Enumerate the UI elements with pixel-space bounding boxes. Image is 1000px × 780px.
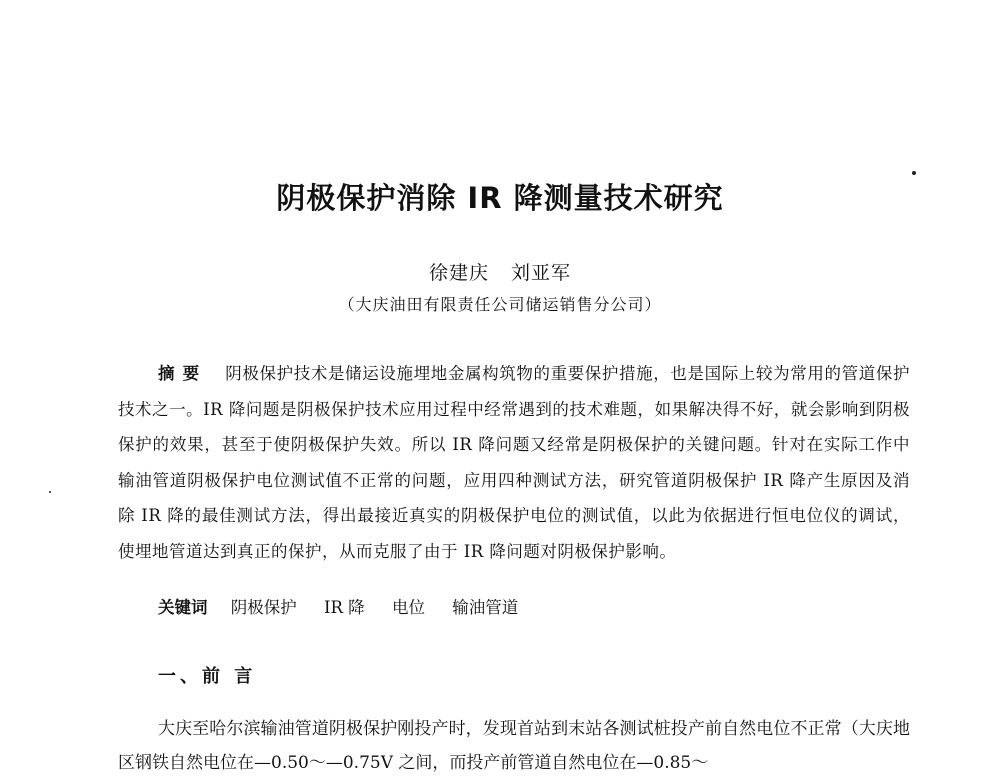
section-heading: 一、前 言 — [158, 666, 257, 687]
keyword: 输油管道 — [452, 598, 519, 617]
keyword: 电位 — [391, 598, 425, 617]
body-paragraph: 大庆至哈尔滨输油管道阴极保护刚投产时，发现首站到末站各测试桩投产前自然电位不正常（大庆地区钢铁自然电位在—0.50～—0.75V 之间，而投产前管道自然电位在—0.85～ — [118, 719, 910, 773]
keywords — [158, 594, 540, 618]
keywords-label: 关键词 — [158, 598, 208, 617]
abstract-text: 阴极保护技术是储运设施埋地金属构筑物的重要保护措施，也是国际上较为常用的管道保护技术之一。IR 降问题是阴极保护技术应用过程中经常遇到的技术难题，如果解决得不好，就会影响到阴极保护的效果，甚至于使阴极保护失效。所以 IR 降问题又经常是阴极保护的关键问题。针对在实际工作中输油管道阴极保护电位测试值不正常的问题，应用四种测试方法，研究管道阴极保护 IR 降产生原因及消除 IR 降的最佳测试方法，得出最接近真实的阴极保护电位的测试值，以此为依据进行恒电位仪的调试，使埋地管道达到真正的保护，从而克服了由于 IR 降问题对阴极保护影响。 — [118, 364, 911, 561]
abstract — [118, 356, 910, 569]
author-line — [0, 258, 1000, 285]
scan-speck — [49, 491, 51, 493]
author-name: 徐建庆 — [428, 262, 489, 284]
scan-speck — [912, 171, 916, 175]
affiliation: （大庆油田有限责任公司储运销售分公司） — [338, 295, 662, 314]
abstract-label: 摘要 — [158, 364, 208, 383]
paper-title: 阴极保护消除 IR 降测量技术研究 — [276, 181, 724, 215]
keyword: IR 降 — [324, 598, 365, 617]
keyword: 阴极保护 — [230, 598, 297, 617]
author-name: 刘亚军 — [511, 262, 572, 284]
